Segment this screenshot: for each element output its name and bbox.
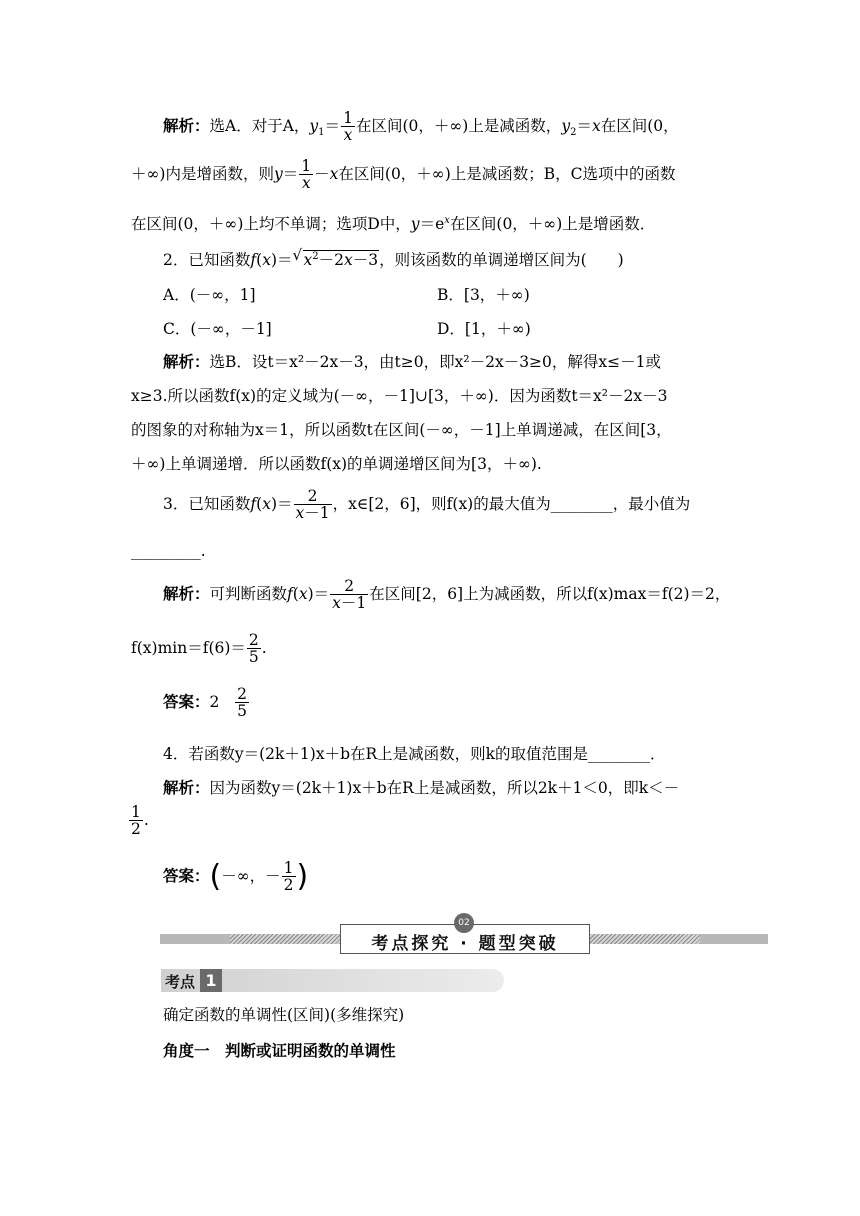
answer-4: 答案：(－∞，－ $\frac{1}{2}$ ) [163,858,309,895]
fraction: $\frac{1}{x}$ [343,109,353,145]
option-d: D．[1，＋∞) [437,320,531,338]
banner-title: 考点探究 · 题型突破 [371,934,559,954]
kaodian-topic: 确定函数的单调性(区间)(多维探究) [163,1006,405,1024]
solution-2-line-1 [163,350,661,372]
solution-1-line-3: 在区间(0，＋∞)上均不单调；选项D中，$y=e^x$在区间(0，＋∞)上是增函数． [131,214,656,233]
solution-2-line-4: ＋∞)上单调递增．所以函数f(x)的单调递增区间为[3，＋∞). [131,455,542,473]
solution-3-line-2: f(x)min＝f(6)＝ $\frac{2}{5}$ . [131,631,267,667]
answer-3 [163,686,250,720]
question-text: 2．已知函数 [163,251,251,269]
solution-text: 因为函数y＝(2k＋1)x＋b在R上是减函数，所以2k＋1＜0，即k＜－ [209,779,680,797]
solution-text: 可判断函数 [209,584,288,603]
option-a: A．(－∞，1] [163,286,256,304]
question-3-blank: _________. [131,542,206,560]
answer-value: 2 [209,692,220,711]
solution-text: 选A．对于A， [209,116,310,135]
solution-text: f(x)min＝f(6)＝ [131,638,246,657]
answer-value: －∞，－ [221,866,281,885]
analysis-label: 解析： [163,779,210,797]
solution-4-line-2: $\frac{1}{2}$ . [131,803,149,839]
analysis-label: 解析： [163,353,210,371]
solution-1-line-2: ＋∞)内是增函数，则y＝ $\frac{1}{x}$ －x在区间(0，＋∞)上是减函数；B，C选项中的函数 [131,157,676,193]
answer-label: 答案： [163,866,210,885]
analysis-label: 解析： [163,116,210,135]
fraction: $\frac{1}{x}$ [301,157,312,193]
question-2-stem: 2．已知函数f(x)＝ √ $x^2-2x-3$，则该函数的单调递增区间为( ) [163,246,624,269]
answer-label: 答案： [163,692,210,711]
fraction: $\frac{2}{5}$ [248,631,259,667]
question-3-stem: 3．已知函数f(x)＝ $\frac{2}{x-1}$ ，x∈[2，6]，则f(x)的最大值为________，最小值为 [163,487,691,523]
banner-badge: 02 [454,913,474,933]
fraction: $\frac{1}{2}$ [283,859,294,895]
solution-text: 在区间[2，6]上为减函数，所以f(x)max＝f(2)＝2， [369,584,731,603]
solution-text: 选B．设t＝x²－2x－3，由t≥0，即x²－2x－3≥0，解得x≤－1或 [209,353,661,371]
kaodian-label: 考点 [165,973,196,991]
banner-hatch-left [230,934,340,944]
angle-heading: 角度一 判断或证明函数的单调性 [163,1042,396,1060]
option-b: B．[3，＋∞) [437,286,530,304]
analysis-label: 解析： [163,584,210,603]
question-text: 3．已知函数 [163,494,251,513]
solution-text: 在区间(0， [600,116,679,135]
option-c: C．(－∞，－1] [163,320,272,338]
solution-2-line-2: x≥3.所以函数f(x)的定义域为(－∞，－1]∪[3，＋∞)．因为函数t＝x²－2x－3 [131,387,668,405]
question-text: ，则该函数的单调递增区间为( ) [379,251,624,269]
solution-1-line-1: 解析：选A．对于A，$y_1=$ $\frac{1}{x}$ 在区间(0，＋∞)上是减函数，$y_2=x$在区间(0， [163,109,679,145]
solution-text: 在区间(0，＋∞)上是增函数． [449,215,656,233]
solution-text: 在区间(0，＋∞)上是减函数， [355,116,562,135]
solution-3-line-1: 解析：可判断函数f(x)＝ $\frac{2}{x-1}$ 在区间[2，6]上为减函数，所以f(x)max＝f(2)＝2， [163,577,731,613]
solution-text: 在区间(0，＋∞)上均不单调；选项D中， [131,215,411,233]
square-root: √ $x^2-2x-3$ [292,246,379,269]
fraction: $\frac{2}{5}$ [237,685,248,721]
solution-text: 在区间(0，＋∞)上是减函数；B，C选项中的函数 [338,164,676,183]
question-4-stem: 4．若函数y＝(2k＋1)x＋b在R上是减函数，则k的取值范围是________． [163,745,666,763]
fraction: $\frac{2}{x-1}$ [295,487,330,523]
solution-2-line-3: 的图象的对称轴为x＝1，所以函数t在区间(－∞，－1]上单调递减，在区间[3， [131,421,672,439]
solution-4-line-1 [163,776,679,798]
banner-hatch-right [590,934,700,944]
fraction: $\frac{2}{x-1}$ [332,577,367,613]
banner-rule-right [700,934,768,944]
solution-text: ＋∞)内是增函数，则 [131,164,274,183]
question-text: ，x∈[2，6]，则f(x)的最大值为________，最小值为 [332,494,691,513]
fraction: $\frac{1}{2}$ [131,803,141,839]
banner-rule-left [160,934,230,944]
kaodian-number: 1 [200,969,222,992]
